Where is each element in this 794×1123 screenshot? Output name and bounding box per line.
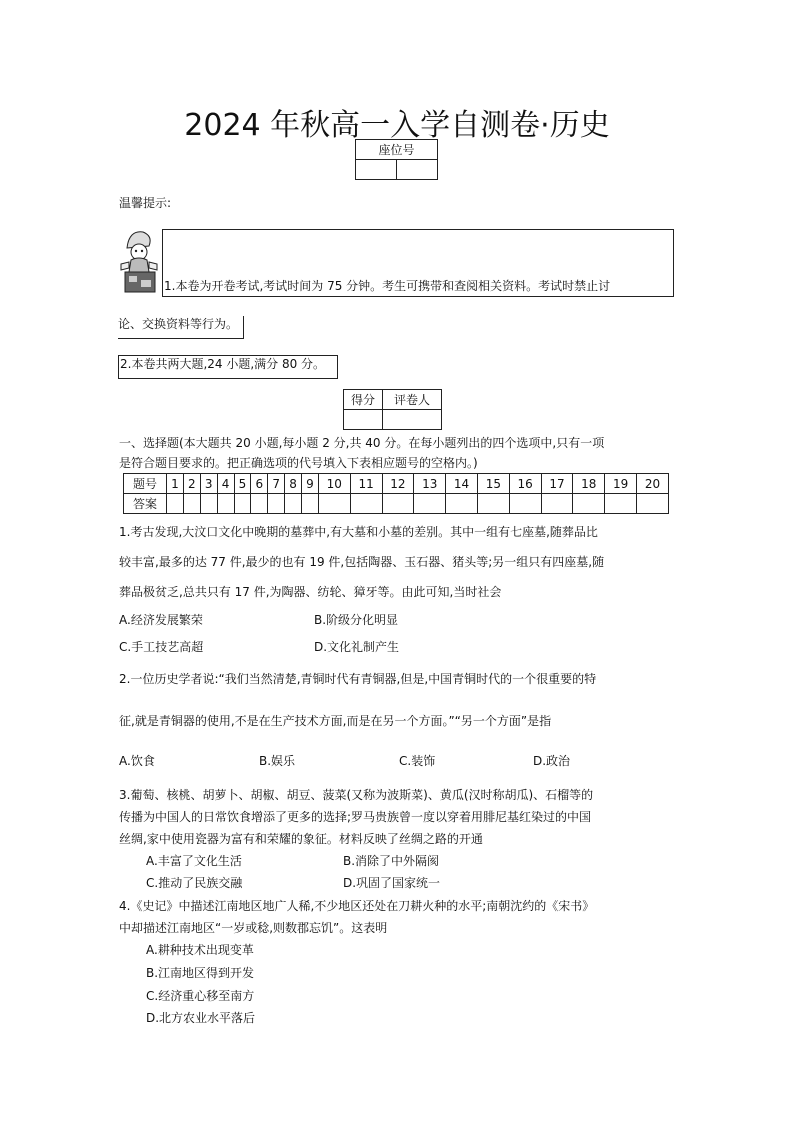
answer-cell[interactable] <box>446 494 478 514</box>
question-number-cell: 8 <box>285 474 302 494</box>
question-number-cell: 6 <box>251 474 268 494</box>
question-number-cell: 7 <box>268 474 285 494</box>
answer-cell[interactable] <box>268 494 285 514</box>
q3-stem-line: 传播为中国人的日常饮食增添了更多的选择;罗马贵族曾一度以穿着用腓尼基红染过的中国 <box>119 810 592 824</box>
answer-cell[interactable] <box>350 494 382 514</box>
mascot-icon <box>117 226 161 296</box>
section-1-line-2: 是符合题目要求的。把正确选项的代号填入下表相应题号的空格内。) <box>119 456 478 470</box>
question-number-cell: 18 <box>573 474 605 494</box>
question-number-cell: 14 <box>446 474 478 494</box>
q3-option-c[interactable]: C.推动了民族交融 <box>146 876 243 890</box>
q4-option-a[interactable]: A.耕种技术出现变革 <box>146 943 254 957</box>
question-number-cell: 10 <box>318 474 350 494</box>
answer-cell[interactable] <box>251 494 268 514</box>
hint-1-text: 1.本卷为开卷考试,考试时间为 75 分钟。考生可携带和查阅相关资料。考试时禁止讨 <box>164 279 611 293</box>
question-number-cell: 2 <box>183 474 200 494</box>
q1-stem-line: 1.考古发现,大汶口文化中晚期的墓葬中,有大墓和小墓的差别。其中一组有七座墓,随葬品比 <box>119 525 598 539</box>
q4-stem-line: 4.《史记》中描述江南地区地广人稀,不少地区还处在刀耕火种的水平;南朝沈约的《宋书》 <box>119 899 595 913</box>
answer-cell[interactable] <box>183 494 200 514</box>
answer-cell[interactable] <box>414 494 446 514</box>
grader-label: 评卷人 <box>383 390 442 410</box>
question-number-cell: 12 <box>382 474 414 494</box>
q2-option-c[interactable]: C.装饰 <box>399 754 436 768</box>
question-number-cell: 1 <box>167 474 184 494</box>
hint-2-box: 2.本卷共两大题,24 小题,满分 80 分。 <box>118 355 338 379</box>
seat-number-table <box>355 139 438 180</box>
page-title: 2024 年秋高一入学自测卷·历史 <box>184 108 610 143</box>
section-1-line-1: 一、选择题(本大题共 20 小题,每小题 2 分,共 40 分。在每小题列出的四个选项中,只有一项 <box>119 436 605 450</box>
q3-stem-line: 3.葡萄、核桃、胡萝卜、胡椒、胡豆、菠菜(又称为波斯菜)、黄瓜(汉时称胡瓜)、石榴等的 <box>119 788 594 802</box>
q3-stem-line: 丝绸,家中使用瓷器为富有和荣耀的象征。材料反映了丝绸之路的开通 <box>119 832 483 846</box>
grader-cell[interactable] <box>383 410 442 430</box>
q3-option-a[interactable]: A.丰富了文化生活 <box>146 854 242 868</box>
q4-option-d[interactable]: D.北方农业水平落后 <box>146 1011 256 1025</box>
answer-table-row-label: 答案 <box>124 494 167 514</box>
answer-cell[interactable] <box>541 494 573 514</box>
question-number-cell: 15 <box>477 474 509 494</box>
q2-option-b[interactable]: B.娱乐 <box>259 754 296 768</box>
q2-option-d[interactable]: D.政治 <box>533 754 571 768</box>
q1-option-c[interactable]: C.手工技艺高超 <box>119 640 204 654</box>
seat-number-label: 座位号 <box>356 140 438 160</box>
answer-cell[interactable] <box>318 494 350 514</box>
question-number-cell: 16 <box>509 474 541 494</box>
question-number-cell: 3 <box>200 474 217 494</box>
q1-option-b[interactable]: B.阶级分化明显 <box>314 613 399 627</box>
score-table <box>343 389 442 430</box>
question-number-cell: 20 <box>637 474 669 494</box>
answer-cell[interactable] <box>217 494 234 514</box>
q2-option-a[interactable]: A.饮食 <box>119 754 155 768</box>
hint-1-continued: 论、交换资料等行为。 <box>118 316 244 339</box>
answer-table <box>123 473 669 514</box>
q3-option-b[interactable]: B.消除了中外隔阂 <box>343 854 440 868</box>
score-label: 得分 <box>344 390 383 410</box>
answer-cell[interactable] <box>573 494 605 514</box>
q1-option-d[interactable]: D.文化礼制产生 <box>314 640 400 654</box>
answer-cell[interactable] <box>605 494 637 514</box>
answer-cell[interactable] <box>285 494 302 514</box>
hint-box <box>162 229 674 297</box>
question-number-cell: 19 <box>605 474 637 494</box>
seat-cell[interactable] <box>356 160 397 180</box>
q1-option-a[interactable]: A.经济发展繁荣 <box>119 613 203 627</box>
score-cell[interactable] <box>344 410 383 430</box>
question-number-cell: 9 <box>302 474 319 494</box>
q1-stem-line: 较丰富,最多的达 77 件,最少的也有 19 件,包括陶器、玉石器、猪头等;另一组只有四座墓,随 <box>119 555 605 569</box>
answer-cell[interactable] <box>234 494 251 514</box>
question-number-cell: 4 <box>217 474 234 494</box>
q2-stem-line: 征,就是青铜器的使用,不是在生产技术方面,而是在另一个方面。”“另一个方面”是指 <box>119 714 552 728</box>
q4-option-b[interactable]: B.江南地区得到开发 <box>146 966 255 980</box>
question-number-cell: 5 <box>234 474 251 494</box>
q4-option-c[interactable]: C.经济重心移至南方 <box>146 989 255 1003</box>
q4-stem-line: 中却描述江南地区“一岁或稔,则数郡忘饥”。这表明 <box>119 921 388 935</box>
hint-label: 温馨提示: <box>119 196 172 210</box>
question-number-cell: 13 <box>414 474 446 494</box>
answer-cell[interactable] <box>302 494 319 514</box>
q3-option-d[interactable]: D.巩固了国家统一 <box>343 876 441 890</box>
seat-cell[interactable] <box>396 160 437 180</box>
answer-cell[interactable] <box>382 494 414 514</box>
answer-cell[interactable] <box>477 494 509 514</box>
answer-cell[interactable] <box>637 494 669 514</box>
answer-table-row-label: 题号 <box>124 474 167 494</box>
answer-cell[interactable] <box>200 494 217 514</box>
question-number-cell: 17 <box>541 474 573 494</box>
answer-cell[interactable] <box>509 494 541 514</box>
q2-stem-line: 2.一位历史学者说:“我们当然清楚,青铜时代有青铜器,但是,中国青铜时代的一个很重要的特 <box>119 672 597 686</box>
answer-cell[interactable] <box>167 494 184 514</box>
question-number-cell: 11 <box>350 474 382 494</box>
q1-stem-line: 葬品极贫乏,总共只有 17 件,为陶器、纺轮、獐牙等。由此可知,当时社会 <box>119 585 502 599</box>
